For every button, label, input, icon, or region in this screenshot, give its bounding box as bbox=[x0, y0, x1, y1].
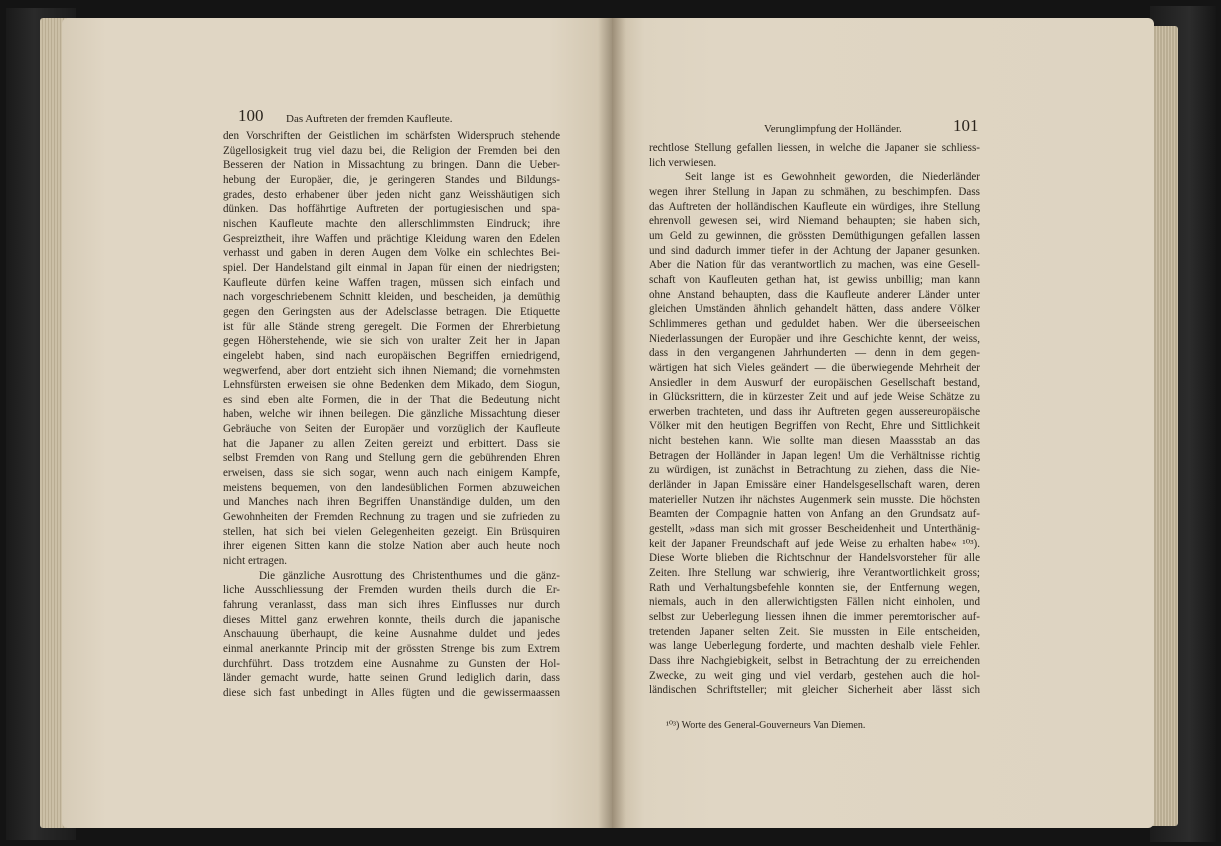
text-line: und sind dadurch immer tiefer in der Achtung der Japaner gesunken. bbox=[649, 244, 980, 257]
text-line: was lange Ueberlegung forderte, und machten deshalb viele Fehler. bbox=[649, 640, 980, 653]
text-line: Beamten der Compagnie hatten von Anfang an den Grundsatz auf- bbox=[649, 508, 980, 521]
right-page-number: 101 bbox=[953, 116, 979, 135]
text-line: dass in den vergangenen Jahrhunderten — denn in dem gegen- bbox=[649, 347, 980, 360]
text-line: erwerben trachteten, und dass ihr Auftreten gegen aussereuropäische bbox=[649, 405, 980, 418]
footnote: ¹⁰³) Worte des General-Gouverneurs Van Diemen. bbox=[666, 720, 866, 731]
text-line: eingelebt haben, sind nach europäischen Begriffen erniedrigend, bbox=[223, 349, 560, 362]
text-line: Rath und Verhaltungsbefehle konnten sie, der Entfernung wegen, bbox=[649, 581, 980, 594]
text-line: wegen ihrer Stellung in Japan zu schmähen, zu beschimpfen. Dass bbox=[649, 185, 980, 198]
text-line: hat die Japaner zu allen Zeiten gereizt und erbittert. Dass sie bbox=[223, 437, 560, 450]
text-line: selbst Fremden von Rang und Stellung gern die gebührenden Ehren bbox=[223, 452, 560, 465]
text-line: gleichen Umständen ähnlich gehandelt hätten, dass andere Völker bbox=[649, 303, 980, 316]
text-line: ihrer eigenen Sitten kann die stolze Nation aber auch heute noch bbox=[223, 540, 560, 553]
text-line: Die gänzliche Ausrottung des Christenthumes und die gänz- bbox=[259, 569, 560, 582]
text-line: ist für alle Stände streng geregelt. Die Formen der Ehrerbietung bbox=[223, 320, 560, 333]
text-line: materieller Nutzen ihr nächstes Augenmerk sein musste. Die höchsten bbox=[649, 493, 980, 506]
text-line: hebung der Europäer, die, je geringeren Standes und Bildungs- bbox=[223, 173, 560, 186]
text-line: nicht ertragen. bbox=[223, 555, 288, 568]
text-line: dieses Mittel ganz erwehren konnte, theils durch die japanische bbox=[223, 613, 560, 626]
text-line: Diese Worte blieben die Richtschnur der Handelsvorsteher für alle bbox=[649, 552, 980, 565]
text-line: Betragen der Holländer in Japan legen! Um die Verhältnisse richtig bbox=[649, 449, 980, 462]
text-line: meistens bequemen, von den landesüblichen Formen abzuweichen bbox=[223, 481, 560, 494]
text-line: und Manches nach ihren Begriffen Unanständige dulden, um den bbox=[223, 496, 560, 509]
text-line: wärtigen hat sich Vieles geändert — die überwiegende Mehrheit der bbox=[649, 361, 980, 374]
text-line: Zügellosigkeit trug viel dazu bei, die Religion der Fremden bei den bbox=[223, 144, 560, 157]
text-line: ländischen Schriftsteller; mit gleicher Sicherheit aber lässt sich bbox=[649, 684, 980, 697]
text-line: das Auftreten der holländischen Kaufleute ein würdiges, ihre Stellung bbox=[649, 200, 980, 213]
text-line: Dass ihre Nachgiebigkeit, selbst in Betrachtung der zu erreichenden bbox=[649, 654, 980, 667]
text-line: ehrenvoll gewesen sei, wird Niemand behaupten; sie haben sich, bbox=[649, 215, 980, 228]
right-page-text bbox=[649, 141, 980, 698]
book-gutter bbox=[598, 18, 626, 828]
text-line: tretenden Japaner selten Zeit. Sie mussten in Eile entscheiden, bbox=[649, 625, 980, 638]
text-line: gestellt, »dass man sich mit grosser Bescheidenheit und Unterthänig- bbox=[649, 523, 980, 536]
text-line: durchführt. Dass trotzdem eine Ausnahme zu Gunsten der Hol- bbox=[223, 657, 560, 670]
left-page-text bbox=[223, 129, 560, 701]
text-line: Gewohnheiten der Fremden Rechnung zu tragen und sie zufrieden zu bbox=[223, 511, 560, 524]
text-line: stellen, hat sich bei vielen Gelegenheiten gezeigt. Ein Brüsquiren bbox=[223, 525, 560, 538]
text-line: um Geld zu gewinnen, die grössten Demüthigungen gefallen lassen bbox=[649, 229, 980, 242]
text-line: Gebräuche von Seiten der Europäer und vorzüglich der Kaufleute bbox=[223, 423, 560, 436]
text-line: Seit lange ist es Gewohnheit geworden, die Niederländer bbox=[685, 171, 980, 184]
text-line: es sind eben alte Formen, die in der That die Bedeutung nicht bbox=[223, 393, 560, 406]
text-line: fahrung veranlasst, dass man sich ihres Einflusses nur durch bbox=[223, 599, 560, 611]
left-page-number: 100 bbox=[238, 106, 264, 125]
text-line: ohne Anstand behaupten, dass die Kaufleute anderer Länder unter bbox=[649, 288, 980, 301]
text-line: schaft von Kaufleuten gethan hat, ist gewiss unbillig; man kann bbox=[649, 273, 980, 286]
text-line: haben, welche wir ihnen beilegen. Die gänzliche Missachtung dieser bbox=[223, 408, 560, 421]
text-line: Kaufleute dürfen keine Waffen tragen, müssen sich einfach und bbox=[223, 276, 560, 289]
text-line: Besseren der Nation in Missachtung zu bringen. Dann die Ueber- bbox=[223, 159, 560, 172]
left-running-head: Das Auftreten der fremden Kaufleute. bbox=[286, 113, 453, 125]
text-line: Völker mit den heutigen Begriffen von Recht, Ehre und Sittlichkeit bbox=[649, 420, 980, 433]
text-line: liche Ausschliessung der Fremden wurden theils durch die Er- bbox=[223, 584, 560, 597]
text-line: zu würdigen, ist zunächst in Betrachtung zu ziehen, dass die Nie- bbox=[649, 464, 980, 477]
text-line: Gespreiztheit, ihre Waffen und prächtige Kleidung waren den Edelen bbox=[223, 232, 560, 245]
text-line: gegen Höherstehende, wie sie sich von uralter Zeit her in Japan bbox=[223, 335, 560, 348]
text-line: Zwecke, zu weit ging und viel verdarb, gestehen auch die hol- bbox=[649, 669, 980, 682]
text-line: dünken. Das hoffährtige Auftreten der portugiesischen und spa- bbox=[223, 203, 560, 216]
text-line: nicht bestehen kann. Wie sollte man diesen Maassstab an das bbox=[649, 435, 980, 448]
text-line: selbst zur Ueberlegung liessen ihnen die immer peremtorischer auf- bbox=[649, 611, 980, 623]
text-line: Niederlassungen der Europäer und ihre Geschichte kennt, der weiss, bbox=[649, 332, 980, 345]
right-running-head: Verunglimpfung der Holländer. bbox=[764, 123, 902, 135]
text-line: länder gemacht wurde, hatte seinen Grund lediglich darin, dass bbox=[223, 672, 560, 685]
text-line: Aber die Nation für das verantwortlich zu machen, was eine Gesell- bbox=[649, 259, 980, 272]
text-line: wegwerfend, aber dort entzieht sich ihnen Niemand; die vornehmsten bbox=[223, 364, 560, 377]
text-line: den Vorschriften der Geistlichen im schärfsten Widerspruch stehende bbox=[223, 130, 560, 142]
text-line: niemals, auch in den allerwichtigsten Fällen nicht einholen, und bbox=[649, 596, 980, 609]
text-line: Schlimmeres gethan und geduldet haben. Wer die überseeischen bbox=[649, 317, 980, 330]
text-line: Anschauung überhaupt, die keine Ausnahme duldet und jedes bbox=[223, 628, 560, 641]
text-line: einmal anerkannte Princip mit der grössten Strenge bis zum Extrem bbox=[223, 642, 560, 655]
text-line: grades, desto erhabener über jeden nicht ganz Weisshäutigen sich bbox=[223, 188, 560, 201]
text-line: keit der Japaner Freundschaft auf jede Weise zu erhalten habe« ¹⁰³). bbox=[649, 537, 980, 550]
text-line: erweisen, dass sie sich sogar, wenn auch nach einigem Kampfe, bbox=[223, 467, 560, 480]
text-line: nischen Kaufleute machte den allerschlimmsten Eindruck; ihre bbox=[223, 217, 560, 230]
text-line: rechtlose Stellung gefallen liessen, in welche die Japaner sie schliess- bbox=[649, 142, 980, 154]
text-line: lich verwiesen. bbox=[649, 156, 717, 169]
text-line: Zeiten. Ihre Stellung war schwierig, ihre Verantwortlichkeit gross; bbox=[649, 567, 980, 580]
text-line: derländer in Japan Emissäre einer Handelsgesellschaft waren, deren bbox=[649, 479, 980, 492]
text-line: Ansiedler in dem Auswurf der europäischen Gesellschaft bestand, bbox=[649, 376, 980, 389]
text-line: diese sich fast unbedingt in Alles fügten und die gewissermaassen bbox=[223, 686, 560, 699]
text-line: spiel. Der Handelstand gilt einmal in Japan für einen der niedrigsten; bbox=[223, 261, 560, 274]
text-line: Lehnsfürsten erweisen sie ohne Bedenken dem Mikado, dem Siogun, bbox=[223, 379, 560, 392]
text-line: nach vorgeschriebenem Schnitt kleiden, und bescheiden, ja demüthig bbox=[223, 291, 560, 304]
text-line: gegen den Geringsten aus der Adelsclasse betragen. Die Etiquette bbox=[223, 305, 560, 318]
text-line: in Glücksrittern, die in kürzester Zeit und auf jede Weise Schätze zu bbox=[649, 391, 980, 404]
text-line: verhasst und gaben in deren Augen dem Volke ein schlechtes Bei- bbox=[223, 247, 560, 260]
